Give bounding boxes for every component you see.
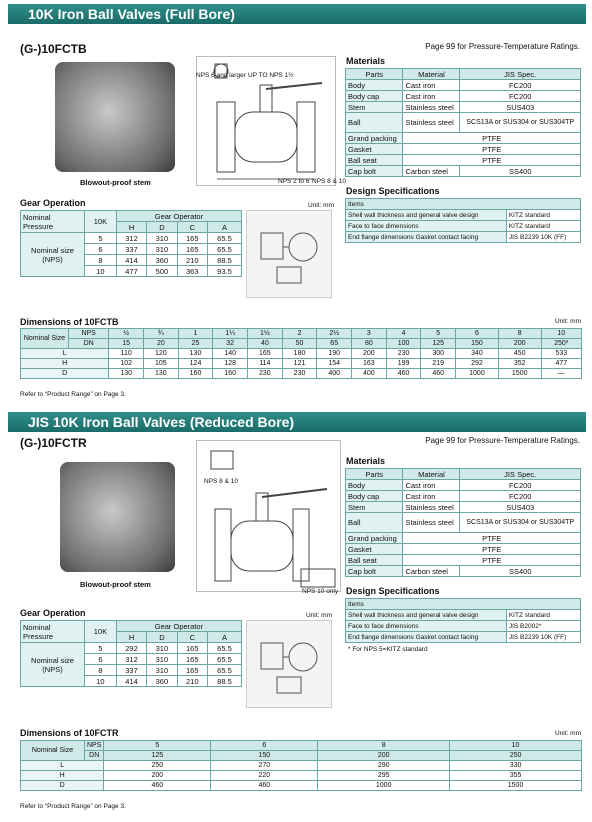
- table-cell: Body: [346, 80, 403, 91]
- design-title: Design Specifications: [346, 186, 440, 196]
- gear-operator-drawing: [246, 620, 332, 708]
- col-header: Parts: [346, 469, 403, 480]
- materials-table-1: [345, 68, 581, 177]
- table-cell: D: [147, 632, 177, 643]
- table-cell: 352: [498, 359, 541, 369]
- table-cell: PTFE: [403, 533, 581, 544]
- table-row: [346, 533, 581, 544]
- table-cell: 150: [456, 339, 499, 349]
- gear-operator-svg: [247, 211, 331, 297]
- table-cell: 5: [85, 233, 117, 244]
- materials-table-2: [345, 468, 581, 577]
- table-cell: D: [147, 222, 177, 233]
- photo-caption: Blowout-proof stem: [80, 178, 151, 187]
- gear-table-1: [20, 210, 242, 277]
- table-cell: End flange dimensions Gasket contact facing: [346, 232, 507, 243]
- design-footnote: * For NPS 5=KITZ standard: [348, 646, 428, 653]
- unit-label: Unit: mm: [555, 730, 581, 737]
- table-cell: 199: [386, 359, 421, 369]
- page-reference: Page 99 for Pressure-Temperature Ratings.: [425, 436, 580, 445]
- table-cell: 8: [85, 665, 117, 676]
- materials-title: Materials: [346, 456, 386, 466]
- table-row: [346, 632, 581, 643]
- table-cell: 105: [144, 359, 179, 369]
- table-cell: —: [541, 369, 581, 379]
- table-cell: 125: [421, 339, 456, 349]
- table-cell: 130: [109, 369, 144, 379]
- table-row: [21, 369, 582, 379]
- table-cell: 210: [177, 676, 207, 687]
- table-cell: 310: [147, 233, 177, 244]
- table-cell: 160: [213, 369, 248, 379]
- materials-title: Materials: [346, 56, 386, 66]
- table-row: [346, 166, 581, 177]
- photo-caption: Blowout-proof stem: [80, 580, 151, 589]
- table-cell: 230: [248, 369, 283, 379]
- table-cell: 250: [104, 761, 211, 771]
- table-cell: 40: [248, 339, 283, 349]
- table-cell: Carbon steel: [403, 566, 460, 577]
- table-cell: 1000: [318, 781, 450, 791]
- table-cell: Grand packing: [346, 533, 403, 544]
- table-cell: JIS B2239 10K (FF): [506, 232, 580, 243]
- table-cell: 88.5: [207, 255, 241, 266]
- table-row: [21, 771, 582, 781]
- table-cell: Carbon steel: [403, 166, 460, 177]
- table-cell: A: [207, 632, 241, 643]
- table-cell: 400: [317, 369, 352, 379]
- table-cell: Grand packing: [346, 133, 403, 144]
- table-cell: KITZ standard: [506, 221, 580, 232]
- table-cell: 165: [177, 244, 207, 255]
- table-row: [21, 761, 582, 771]
- table-cell: Body: [346, 480, 403, 491]
- refer-note: Refer to “Product Range” on Page 3.: [20, 803, 126, 810]
- table-cell: 360: [147, 676, 177, 687]
- table-cell: 310: [147, 244, 177, 255]
- dimensions-table-1: [20, 328, 582, 379]
- table-row: [346, 133, 581, 144]
- table-cell: 88.5: [207, 676, 241, 687]
- table-cell: 5: [421, 329, 456, 339]
- valve-photo: [60, 462, 175, 572]
- table-cell: 165: [248, 349, 283, 359]
- table-cell: 450: [498, 349, 541, 359]
- table-cell: 8: [318, 741, 450, 751]
- table-row: [21, 643, 242, 654]
- table-cell: 10: [85, 266, 117, 277]
- table-cell: Face to face dimensions: [346, 621, 507, 632]
- table-cell: KITZ standard: [506, 210, 580, 221]
- table-cell: 6: [85, 244, 117, 255]
- table-cell: Cast iron: [403, 491, 460, 502]
- unit-label: Unit: mm: [555, 318, 581, 325]
- table-row: [346, 621, 581, 632]
- gear-operator-drawing: [246, 210, 332, 298]
- table-row: [346, 480, 581, 491]
- table-cell: DN: [69, 339, 109, 349]
- table-cell: Body cap: [346, 491, 403, 502]
- table-cell: 130: [144, 369, 179, 379]
- table-cell: Gear Operator: [116, 621, 241, 632]
- table-cell: 360: [147, 255, 177, 266]
- table-cell: 4: [386, 329, 421, 339]
- table-row: [21, 339, 582, 349]
- table-cell: Body cap: [346, 91, 403, 102]
- table-cell: 220: [211, 771, 318, 781]
- table-cell: 230: [282, 369, 317, 379]
- table-cell: Gasket: [346, 144, 403, 155]
- unit-label: Unit: mm: [306, 612, 332, 619]
- table-cell: SS400: [460, 166, 581, 177]
- table-cell: Stainless steel: [403, 113, 460, 133]
- table-cell: Stainless steel: [403, 502, 460, 513]
- col-header: Items: [346, 199, 581, 210]
- table-cell: 160: [178, 369, 213, 379]
- table-cell: Shell wall thickness and general valve design: [346, 210, 507, 221]
- table-row: [346, 232, 581, 243]
- drawing-label: NPS 8 & 10: [204, 478, 238, 485]
- section-banner: 10K Iron Ball Valves (Full Bore): [8, 4, 586, 24]
- model-title: (G-)10FCTR: [20, 436, 87, 450]
- table-cell: 250: [450, 751, 582, 761]
- table-cell: 180: [282, 349, 317, 359]
- table-cell: 337: [116, 244, 146, 255]
- table-cell: Cap bolt: [346, 166, 403, 177]
- drawing-label: NPS 10 only: [302, 588, 339, 595]
- table-cell: Shell wall thickness and general valve design: [346, 610, 507, 621]
- table-row: [346, 491, 581, 502]
- table-cell: Cap bolt: [346, 566, 403, 577]
- table-cell: 414: [116, 255, 146, 266]
- table-cell: 1¼: [213, 329, 248, 339]
- table-cell: SUS403: [460, 502, 581, 513]
- table-row: [21, 359, 582, 369]
- table-cell: FC200: [460, 80, 581, 91]
- table-cell: Gear Operator: [116, 211, 241, 222]
- table-cell: 414: [116, 676, 146, 687]
- table-cell: 165: [177, 665, 207, 676]
- table-cell: 500: [147, 266, 177, 277]
- table-cell: NPS: [69, 329, 109, 339]
- table-cell: JIS B2002*: [506, 621, 580, 632]
- table-cell: SS400: [460, 566, 581, 577]
- table-cell: 310: [147, 665, 177, 676]
- table-cell: 2½: [317, 329, 352, 339]
- table-row: [346, 210, 581, 221]
- table-cell: 200: [318, 751, 450, 761]
- table-cell: 1: [178, 329, 213, 339]
- table-cell: 65: [317, 339, 352, 349]
- table-cell: NPS: [85, 741, 104, 751]
- table-cell: 65.5: [207, 233, 241, 244]
- table-row: [346, 544, 581, 555]
- gear-title: Gear Operation: [20, 198, 86, 208]
- dim-title: Dimensions of 10FCTR: [20, 728, 119, 738]
- table-cell: PTFE: [403, 544, 581, 555]
- table-cell: 25: [178, 339, 213, 349]
- table-cell: Cast iron: [403, 480, 460, 491]
- refer-note: Refer to “Product Range” on Page 3.: [20, 391, 126, 398]
- table-cell: 120: [144, 349, 179, 359]
- table-cell: 8: [85, 255, 117, 266]
- table-cell: FC200: [460, 91, 581, 102]
- table-cell: 65.5: [207, 244, 241, 255]
- table-cell: 295: [318, 771, 450, 781]
- table-cell: 10K: [85, 621, 117, 643]
- table-cell: 125: [104, 751, 211, 761]
- table-cell: 533: [541, 349, 581, 359]
- table-cell: L: [21, 761, 104, 771]
- table-cell: Stem: [346, 502, 403, 513]
- table-cell: 219: [421, 359, 456, 369]
- table-cell: 200: [352, 349, 387, 359]
- table-cell: ¾: [144, 329, 179, 339]
- drawing-label: NPS 6 and larger: [196, 72, 246, 79]
- table-cell: 477: [116, 266, 146, 277]
- col-header: JIS Spec.: [460, 469, 581, 480]
- table-cell: SUS403: [460, 102, 581, 113]
- table-cell: 460: [421, 369, 456, 379]
- table-cell: 292: [456, 359, 499, 369]
- table-row: [346, 221, 581, 232]
- table-cell: 200: [498, 339, 541, 349]
- table-cell: Nominal Size: [21, 329, 69, 349]
- table-cell: 154: [317, 359, 352, 369]
- table-cell: 32: [213, 339, 248, 349]
- table-cell: 165: [177, 643, 207, 654]
- table-cell: 250*: [541, 339, 581, 349]
- table-cell: 1000: [456, 369, 499, 379]
- table-cell: 1500: [498, 369, 541, 379]
- col-header: Parts: [346, 69, 403, 80]
- table-row: [346, 91, 581, 102]
- table-cell: 102: [109, 359, 144, 369]
- design-table-2: [345, 598, 581, 643]
- table-row: [21, 329, 582, 339]
- table-cell: L: [21, 349, 109, 359]
- table-cell: 10: [450, 741, 582, 751]
- table-row: [21, 741, 582, 751]
- table-cell: Nominal size (NPS): [21, 233, 85, 277]
- table-cell: 312: [116, 233, 146, 244]
- dimensions-table-2: [20, 740, 582, 791]
- table-row: [346, 155, 581, 166]
- col-header: Material: [403, 469, 460, 480]
- table-cell: ½: [109, 329, 144, 339]
- drawing-label: UP TO NPS 1½: [248, 72, 294, 79]
- table-cell: 340: [456, 349, 499, 359]
- table-cell: 5: [85, 643, 117, 654]
- table-cell: D: [21, 781, 104, 791]
- table-cell: 163: [352, 359, 387, 369]
- table-cell: PTFE: [403, 133, 581, 144]
- table-row: [346, 513, 581, 533]
- table-cell: 210: [177, 255, 207, 266]
- table-cell: 3: [352, 329, 387, 339]
- table-cell: 20: [144, 339, 179, 349]
- table-cell: Nominal Pressure: [21, 211, 85, 233]
- table-cell: 6: [211, 741, 318, 751]
- table-row: [21, 781, 582, 791]
- table-row: [346, 555, 581, 566]
- table-row: [346, 566, 581, 577]
- table-cell: H: [116, 222, 146, 233]
- table-cell: 477: [541, 359, 581, 369]
- table-cell: JIS B2239 10K (FF): [506, 632, 580, 643]
- table-row: [346, 80, 581, 91]
- table-row: [346, 502, 581, 513]
- table-cell: 165: [177, 654, 207, 665]
- table-cell: D: [21, 369, 109, 379]
- valve-photo: [55, 62, 175, 172]
- table-cell: SCS13A or SUS304 or SUS304TP: [460, 113, 581, 133]
- table-row: [346, 113, 581, 133]
- table-cell: C: [177, 222, 207, 233]
- table-row: [21, 233, 242, 244]
- table-cell: Nominal size (NPS): [21, 643, 85, 687]
- table-cell: DN: [85, 751, 104, 761]
- table-cell: 355: [450, 771, 582, 781]
- table-cell: 10: [541, 329, 581, 339]
- table-cell: 200: [104, 771, 211, 781]
- table-cell: A: [207, 222, 241, 233]
- table-cell: 10K: [85, 211, 117, 233]
- table-cell: 312: [116, 654, 146, 665]
- gear-operator-svg: [247, 621, 331, 707]
- table-cell: 1½: [248, 329, 283, 339]
- table-cell: H: [116, 632, 146, 643]
- design-title: Design Specifications: [346, 586, 440, 596]
- table-cell: End flange dimensions Gasket contact facing: [346, 632, 507, 643]
- table-cell: 460: [386, 369, 421, 379]
- table-cell: Nominal Size: [21, 741, 85, 761]
- unit-label: Unit: mm: [308, 202, 334, 209]
- table-cell: 300: [421, 349, 456, 359]
- page-reference: Page 99 for Pressure-Temperature Ratings.: [425, 42, 580, 51]
- table-cell: FC200: [460, 491, 581, 502]
- table-cell: 190: [317, 349, 352, 359]
- table-cell: 150: [211, 751, 318, 761]
- table-cell: 8: [498, 329, 541, 339]
- table-cell: 50: [282, 339, 317, 349]
- table-cell: 230: [386, 349, 421, 359]
- table-cell: C: [177, 632, 207, 643]
- valve-drawing: [196, 440, 341, 592]
- table-cell: SCS13A or SUS304 or SUS304TP: [460, 513, 581, 533]
- table-cell: 1500: [450, 781, 582, 791]
- table-cell: 114: [248, 359, 283, 369]
- table-cell: 6: [85, 654, 117, 665]
- table-cell: Stainless steel: [403, 102, 460, 113]
- table-row: [346, 102, 581, 113]
- table-cell: Stainless steel: [403, 513, 460, 533]
- dim-title: Dimensions of 10FCTB: [20, 317, 119, 327]
- table-cell: 110: [109, 349, 144, 359]
- table-cell: PTFE: [403, 555, 581, 566]
- table-cell: 292: [116, 643, 146, 654]
- table-cell: 460: [104, 781, 211, 791]
- table-row: [21, 349, 582, 359]
- table-cell: Nominal Pressure: [21, 621, 85, 643]
- table-cell: 2: [282, 329, 317, 339]
- table-cell: 165: [177, 233, 207, 244]
- gear-table-2: [20, 620, 242, 687]
- table-cell: 290: [318, 761, 450, 771]
- model-title: (G-)10FCTB: [20, 42, 87, 56]
- col-header: Material: [403, 69, 460, 80]
- table-cell: 15: [109, 339, 144, 349]
- table-cell: KITZ standard: [506, 610, 580, 621]
- table-cell: Ball: [346, 513, 403, 533]
- table-cell: Ball seat: [346, 155, 403, 166]
- valve-drawing-svg: [197, 441, 340, 591]
- col-header: JIS Spec.: [460, 69, 581, 80]
- table-cell: 270: [211, 761, 318, 771]
- table-cell: 65.5: [207, 654, 241, 665]
- table-cell: 124: [178, 359, 213, 369]
- table-cell: 5: [104, 741, 211, 751]
- table-cell: 363: [177, 266, 207, 277]
- table-row: [346, 610, 581, 621]
- drawing-label: NPS 2 to 6: [278, 178, 310, 185]
- table-cell: Cast iron: [403, 91, 460, 102]
- table-cell: 100: [386, 339, 421, 349]
- design-table-1: [345, 198, 581, 243]
- table-cell: 130: [178, 349, 213, 359]
- drawing-label: NPS 8 & 10: [312, 178, 346, 185]
- table-cell: Cast iron: [403, 80, 460, 91]
- section-banner: JIS 10K Iron Ball Valves (Reduced Bore): [8, 412, 586, 432]
- table-cell: PTFE: [403, 144, 581, 155]
- table-cell: 121: [282, 359, 317, 369]
- table-cell: Ball seat: [346, 555, 403, 566]
- table-cell: FC200: [460, 480, 581, 491]
- table-cell: H: [21, 771, 104, 781]
- table-cell: 140: [213, 349, 248, 359]
- table-cell: 460: [211, 781, 318, 791]
- table-cell: 310: [147, 654, 177, 665]
- table-row: [21, 751, 582, 761]
- table-cell: 6: [456, 329, 499, 339]
- table-cell: 128: [213, 359, 248, 369]
- table-cell: H: [21, 359, 109, 369]
- table-cell: Gasket: [346, 544, 403, 555]
- table-cell: 65.5: [207, 665, 241, 676]
- table-row: [346, 144, 581, 155]
- table-cell: 80: [352, 339, 387, 349]
- table-cell: Ball: [346, 113, 403, 133]
- table-cell: Stem: [346, 102, 403, 113]
- table-cell: 337: [116, 665, 146, 676]
- col-header: Items: [346, 599, 581, 610]
- table-cell: 10: [85, 676, 117, 687]
- table-cell: 310: [147, 643, 177, 654]
- table-cell: 65.5: [207, 643, 241, 654]
- table-cell: 330: [450, 761, 582, 771]
- table-cell: 400: [352, 369, 387, 379]
- table-cell: 93.5: [207, 266, 241, 277]
- gear-title: Gear Operation: [20, 608, 86, 618]
- table-cell: PTFE: [403, 155, 581, 166]
- table-cell: Face to face dimensions: [346, 221, 507, 232]
